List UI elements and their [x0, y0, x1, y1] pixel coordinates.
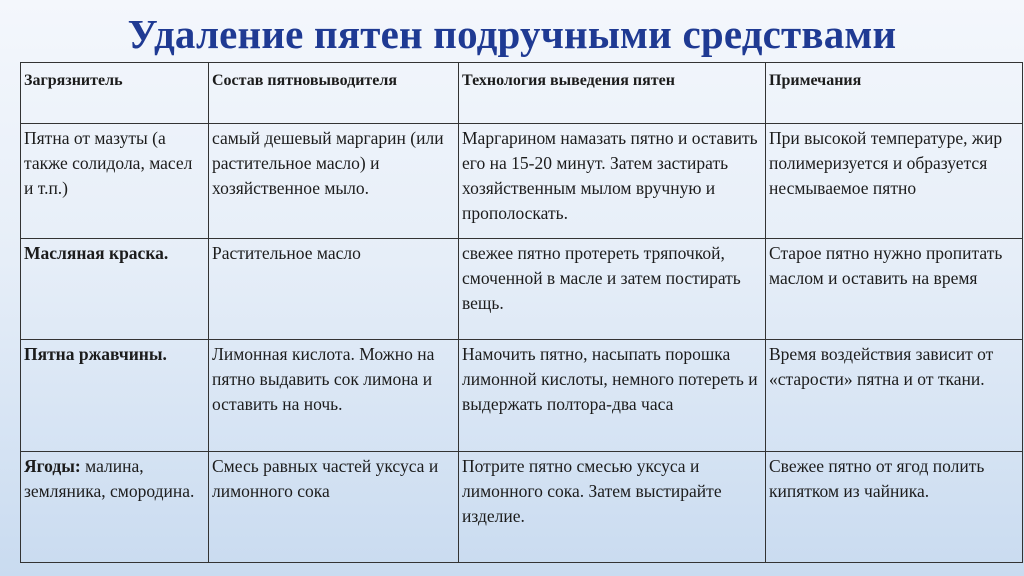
header-notes: Примечания [766, 63, 1023, 124]
contaminant-text: Пятна от мазуты (а также солидола, масел и т.п.) [24, 128, 193, 198]
cell-composition: Растительное масло [209, 239, 459, 340]
table-row [21, 340, 1023, 452]
cell-technology: Потрите пятно смесью уксуса и лимонного сока. Затем выстирайте изделие. [459, 452, 766, 563]
contaminant-bold: Ягоды: [24, 456, 81, 476]
cell-technology: свежее пятно протереть тряпочкой, смоченной в масле и затем постирать вещь. [459, 239, 766, 340]
contaminant-bold: Масляная краска. [24, 243, 169, 263]
contaminant-text: малина, земляника, смородина. [24, 456, 195, 501]
slide-title: Удаление пятен подручными средствами [127, 11, 897, 57]
cell-notes: Время воздействия зависит от «старости» пятна и от ткани. [766, 340, 1023, 452]
cell-technology: Намочить пятно, насыпать порошка лимонной кислоты, немного потереть и выдержать полтора-два часа [459, 340, 766, 452]
cell-notes: При высокой температуре, жир полимеризуется и образуется несмываемое пятно [766, 124, 1023, 239]
table-row [21, 452, 1023, 563]
cell-contaminant [21, 452, 209, 563]
cell-notes: Старое пятно нужно пропитать маслом и оставить на время [766, 239, 1023, 340]
header-contaminant: Загрязнитель [21, 63, 209, 124]
cell-technology: Маргарином намазать пятно и оставить его на 15-20 минут. Затем застирать хозяйственным мылом вручную и прополоскать. [459, 124, 766, 239]
cell-composition: самый дешевый маргарин (или растительное масло) и хозяйственное мыло. [209, 124, 459, 239]
cell-composition: Смесь равных частей уксуса и лимонного сока [209, 452, 459, 563]
cell-contaminant [21, 124, 209, 239]
cell-notes: Свежее пятно от ягод полить кипятком из чайника. [766, 452, 1023, 563]
contaminant-bold: Пятна ржавчины. [24, 344, 167, 364]
header-composition: Состав пятновыводителя [209, 63, 459, 124]
cell-contaminant [21, 239, 209, 340]
cell-composition: Лимонная кислота. Можно на пятно выдавить сок лимона и оставить на ночь. [209, 340, 459, 452]
stain-removal-table [20, 62, 1023, 563]
table-row [21, 239, 1023, 340]
header-technology: Технология выведения пятен [459, 63, 766, 124]
table-row [21, 124, 1023, 239]
table-header-row [21, 63, 1023, 124]
cell-contaminant [21, 340, 209, 452]
